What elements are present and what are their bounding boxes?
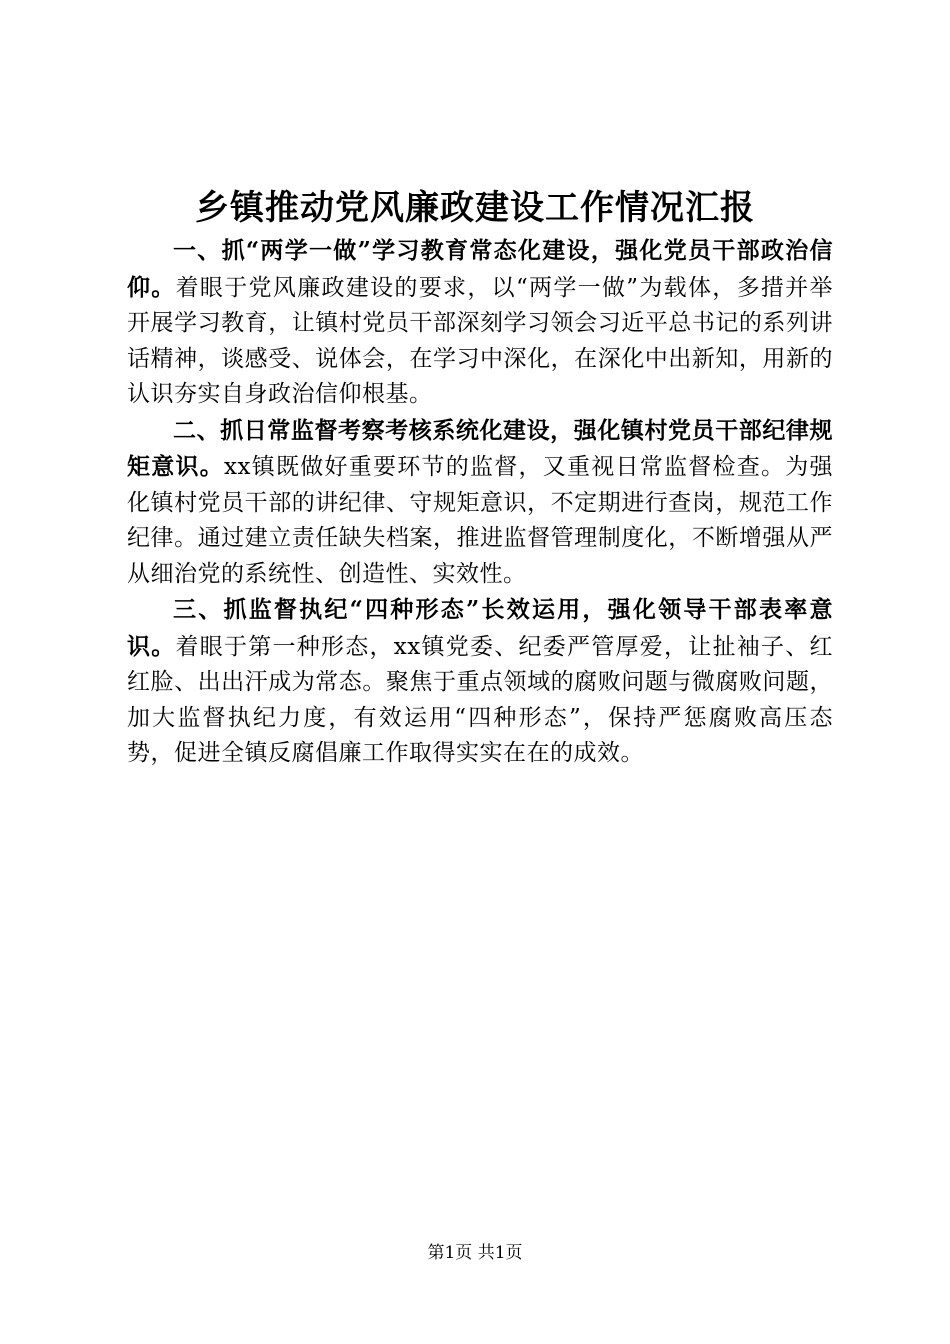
paragraph-1-lead: 一、抓“两学一做”学习教育常态化建设，强化党员干部政治信仰。 <box>127 237 833 301</box>
paragraph-2 <box>127 413 833 593</box>
paragraph-3-lead: 三、抓监督执纪“四种形态”长效运用，强化领导干部表率意识。 <box>127 596 833 660</box>
paragraph-2-text: xx镇既做好重要环节的监督，又重视日常监督检查。为强化镇村党员干部的讲纪律、守规矩意识，不定期进行查岗，规范工作纪律。通过建立责任缺失档案，推进监督管理制度化，不断增强从严从细治党的系统性、创造性、实效性。 <box>127 454 833 587</box>
paragraph-3-text: 着眼于第一种形态，xx镇党委、纪委严管厚爱，让扯袖子、红红脸、出出汗成为常态。聚焦于重点领域的腐败问题与微腐败问题，加大监督执纪力度，有效运用“四种形态”，保持严惩腐败高压态势，促进全镇反腐倡廉工作取得实实在在的成效。 <box>127 633 834 766</box>
paragraph-2-lead: 二、抓日常监督考察考核系统化建设，强化镇村党员干部纪律规矩意识。 <box>127 416 833 480</box>
paragraph-3 <box>127 592 833 772</box>
document-title: 乡镇推动党风廉政建设工作情况汇报 <box>195 188 755 228</box>
paragraph-1-text: 着眼于党风廉政建设的要求，以“两学一做”为载体，多措并举开展学习教育，让镇村党员干部深刻学习领会习近平总书记的系列讲话精神，谈感受、说体会，在学习中深化，在深化中出新知，用新的认识夯实自身政治信仰根基。 <box>127 274 833 407</box>
paragraph-1 <box>127 233 833 413</box>
document-body <box>127 233 833 772</box>
page-footer: 第1页 共1页 <box>427 1243 523 1263</box>
